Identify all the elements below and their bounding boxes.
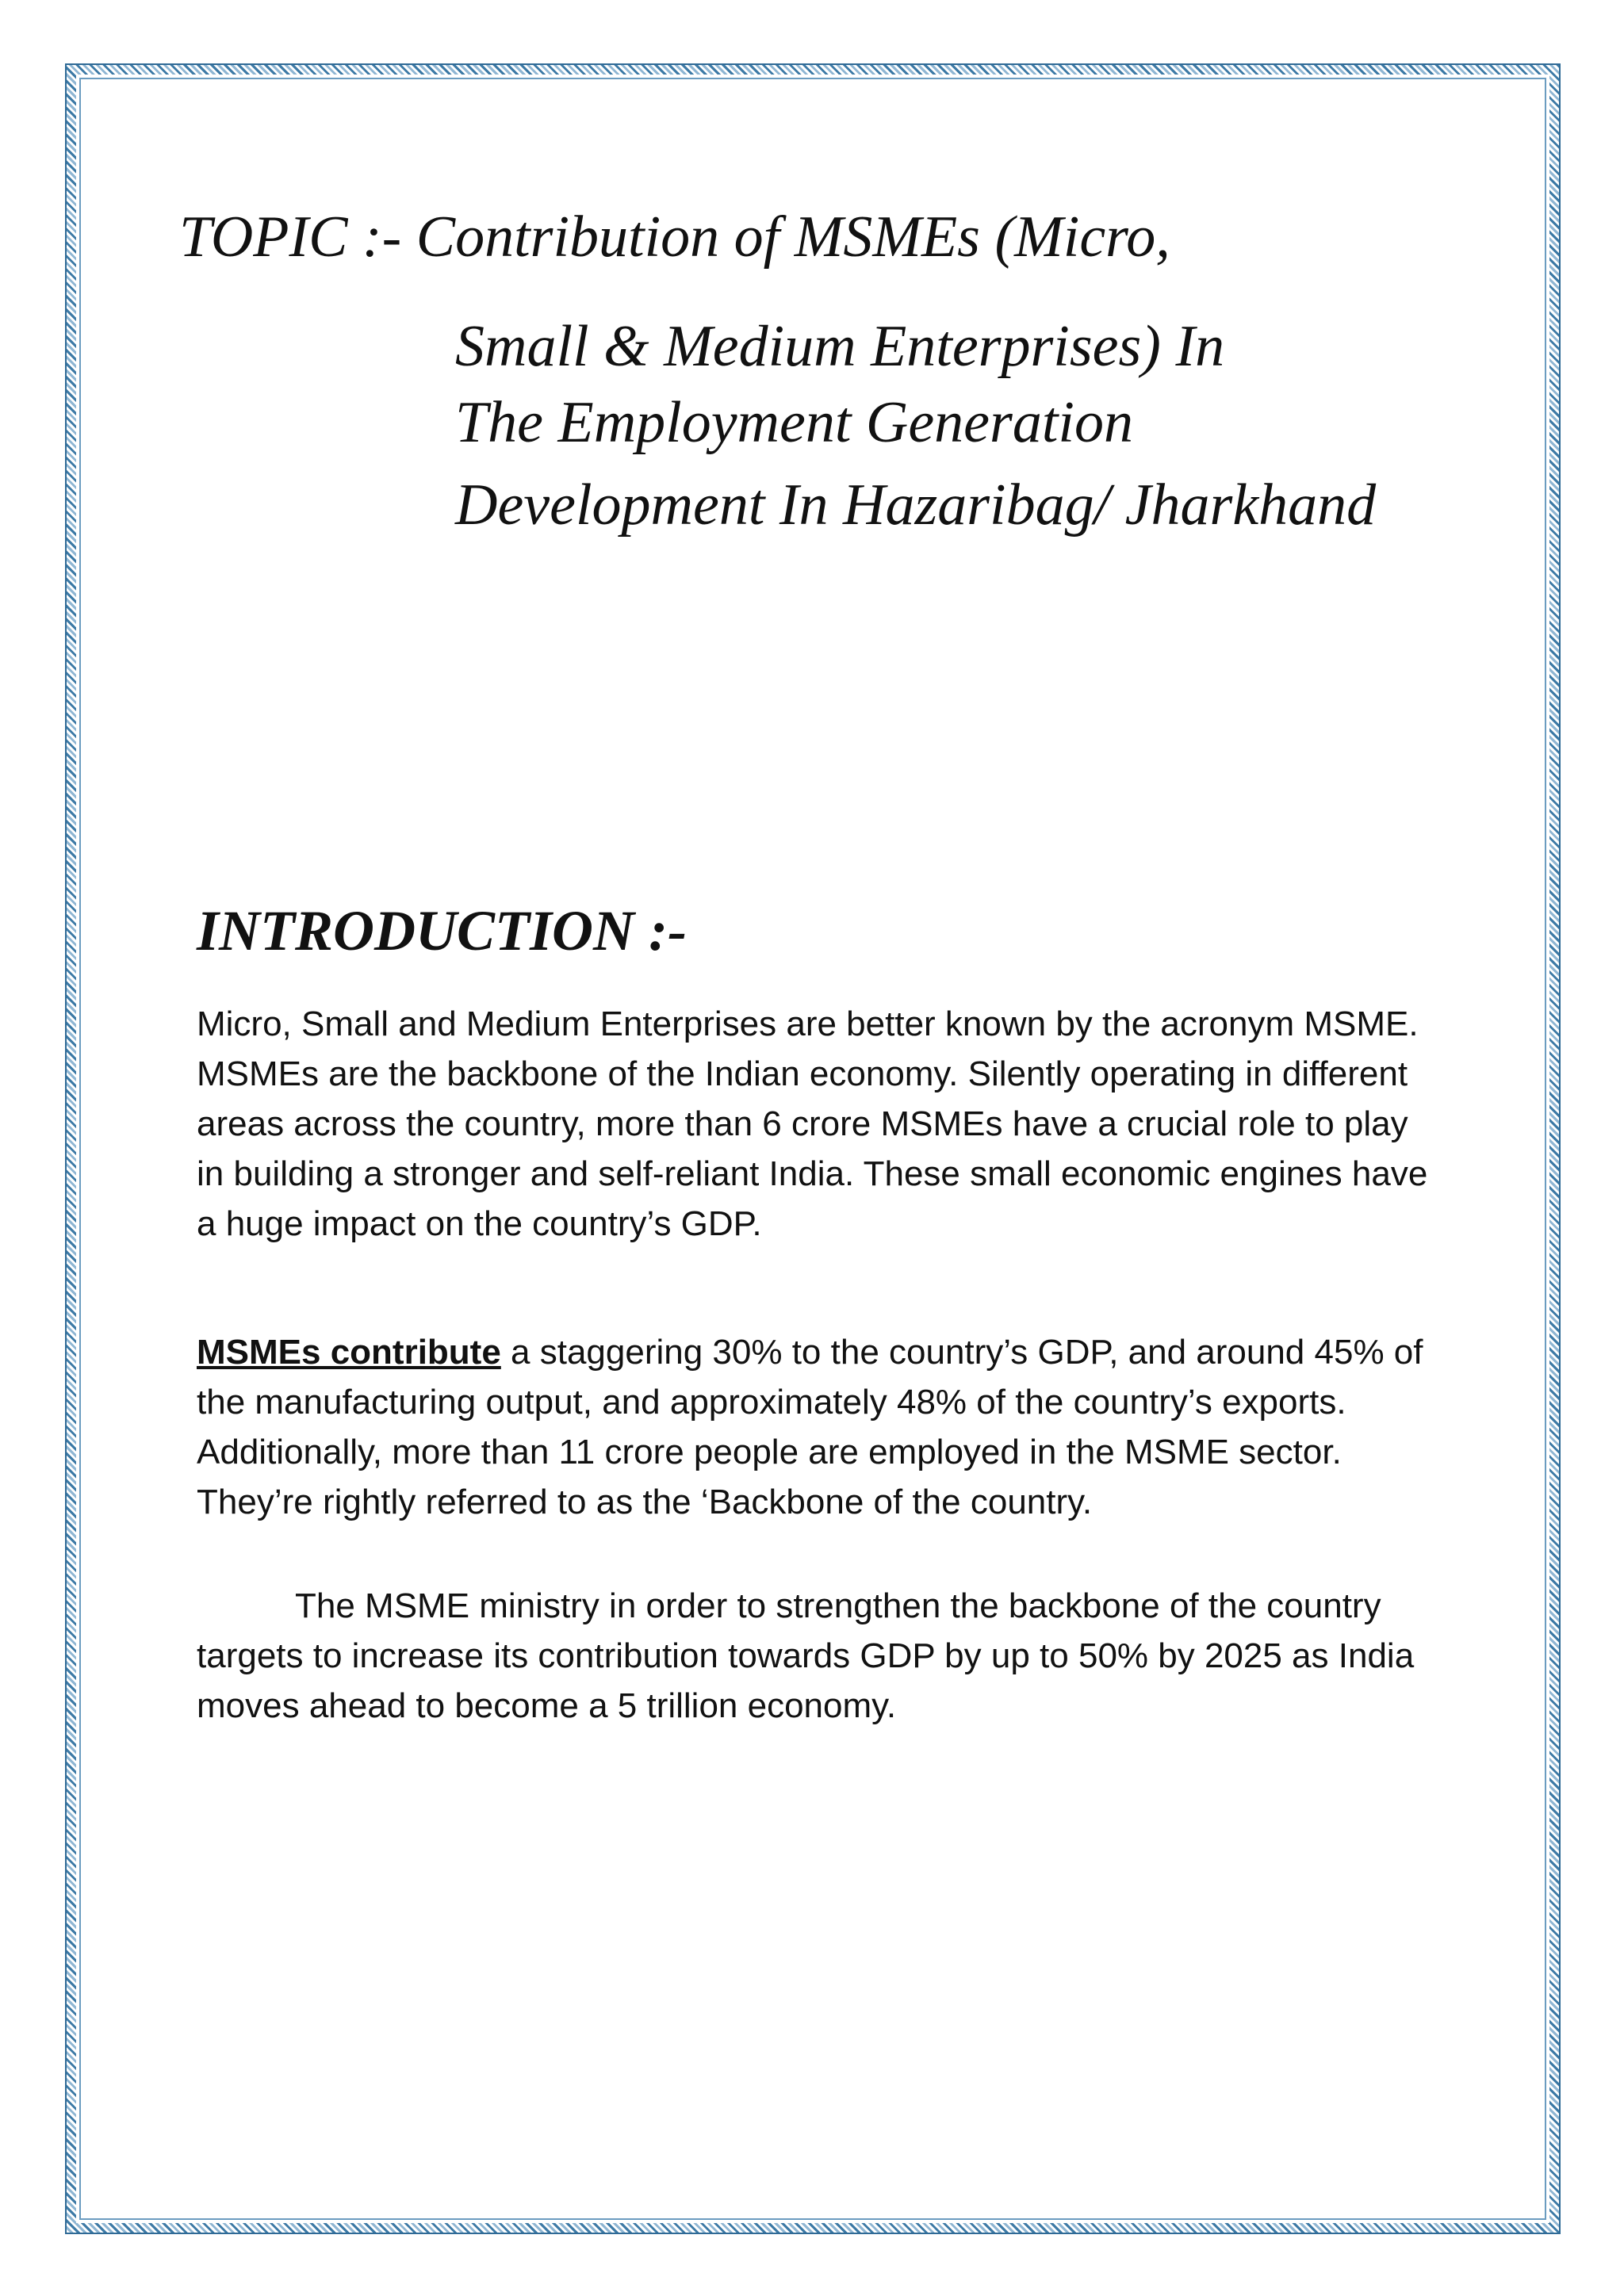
topic-title-line-2: Small & Medium Enterprises) In xyxy=(455,314,1225,379)
introduction-paragraph-2 xyxy=(197,1327,1434,1527)
paragraph-3-body: The MSME ministry in order to strengthen the backbone of the country targets to increase its contribution towards GDP by up to 50% by 2025 as India moves ahead to become a 5 trillion economy. xyxy=(197,1586,1415,1725)
introduction-paragraph-3 xyxy=(197,1581,1434,1731)
topic-title-line-3: The Employment Generation xyxy=(455,390,1133,455)
topic-title-line-1: TOPIC :- Contribution of MSMEs (Micro, xyxy=(179,205,1170,270)
introduction-heading: INTRODUCTION :- xyxy=(197,899,687,962)
paragraph-2-lead: MSMEs contribute xyxy=(197,1333,501,1372)
topic-title-line-4: Development In Hazaribag/ Jharkhand xyxy=(455,473,1377,538)
introduction-paragraph-1: Micro, Small and Medium Enterprises are better known by the acronym MSME. MSMEs are the backbone of the Indian economy. Silently operating in different areas across the country, more than 6 crore MSMEs have a crucial role to play in building a stronger and self-reliant India. These small economic engines have a huge impact on the country’s GDP. xyxy=(197,1004,1428,1243)
paragraph-2-body: a staggering 30% to the country’s GDP, and around 45% of the manufacturing output, and approximately 48% of the country’s exports. Additionally, more than 11 crore people are employed in the MSME sector. They’re rightly referred to as the ‘Backbone of the country. xyxy=(197,1333,1423,1521)
